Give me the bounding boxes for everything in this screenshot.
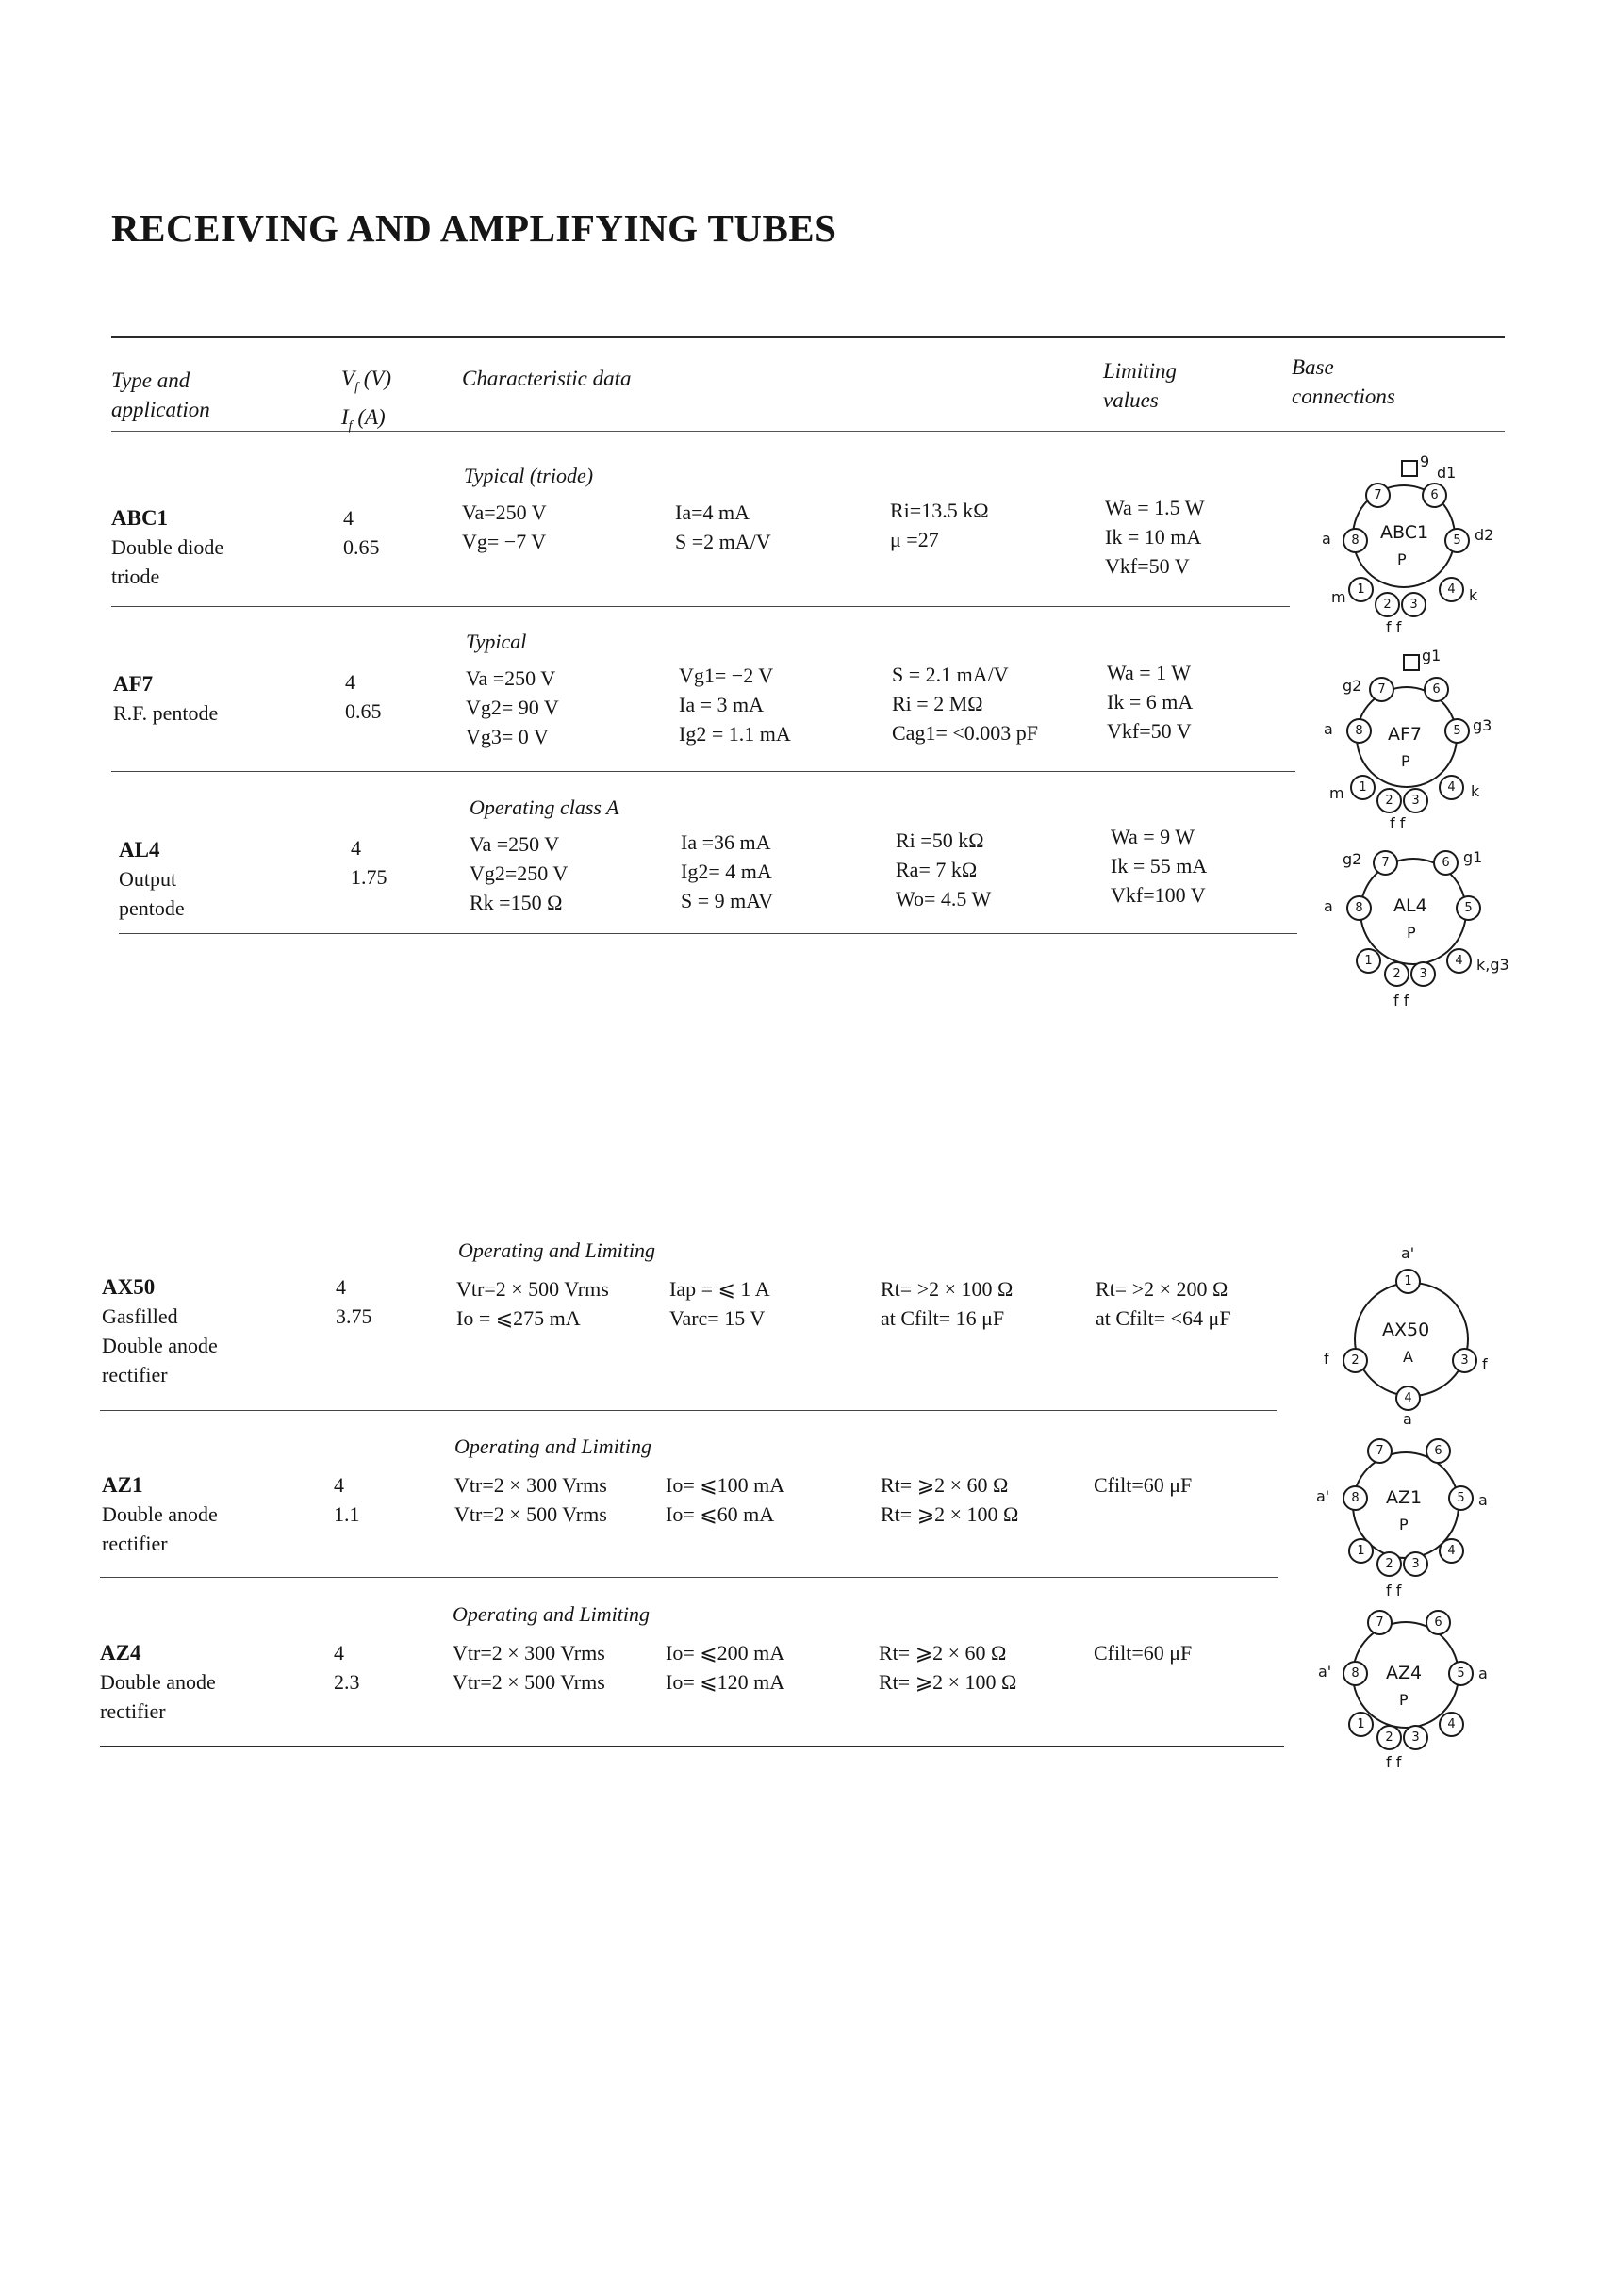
az1-col3: Rt= ⩾2 × 60 Ω Rt= ⩾2 × 100 Ω: [881, 1473, 1019, 1526]
header-base: Base connections: [1292, 355, 1395, 408]
az4-col2: Io= ⩽200 mA Io= ⩽120 mA: [666, 1641, 785, 1694]
al4-type: AL4 Output pentode: [119, 838, 185, 920]
abc1-type: ABC1 Double diode triode: [111, 506, 224, 588]
abc1-col1: Va=250 V Vg= −7 V: [462, 500, 547, 553]
az1-vf-if: 4 1.1: [334, 1473, 360, 1526]
af7-vf-if: 4 0.65: [345, 670, 382, 723]
ax50-col3: Rt= >2 × 100 Ω at Cfilt= 16 μF: [881, 1277, 1014, 1330]
az4-vf-if: 4 2.3: [334, 1641, 360, 1694]
ax50-type: AX50 Gasfilled Double anode rectifier: [102, 1275, 218, 1386]
az1-rule: [100, 1577, 1278, 1578]
abc1-col4: Wa = 1.5 W Ik = 10 mA Vkf=50 V: [1105, 496, 1205, 578]
header-type: Type and application: [111, 369, 210, 421]
ax50-rule: [100, 1410, 1277, 1411]
ax50-vf-if: 4 3.75: [336, 1275, 372, 1328]
az1-type: AZ1 Double anode rectifier: [102, 1473, 218, 1555]
az4-col1: Vtr=2 × 300 Vrms Vtr=2 × 500 Vrms: [453, 1641, 605, 1694]
az1-col1: Vtr=2 × 300 Vrms Vtr=2 × 500 Vrms: [454, 1473, 607, 1526]
header-characteristic: Characteristic data: [462, 367, 632, 390]
al4-rule: [119, 933, 1297, 934]
header-limiting: Limiting values: [1103, 359, 1177, 412]
abc1-vf-if: 4 0.65: [343, 506, 380, 559]
af7-rule: [111, 771, 1295, 772]
abc1-col3: Ri=13.5 kΩ μ =27: [890, 499, 989, 551]
ax50-mode: Operating and Limiting: [458, 1238, 656, 1262]
af7-mode: Typical: [466, 630, 527, 653]
az1-col2: Io= ⩽100 mA Io= ⩽60 mA: [666, 1473, 785, 1526]
af7-col1: Va =250 V Vg2= 90 V Vg3= 0 V: [466, 666, 559, 748]
az4-col4: Cfilt=60 μF: [1094, 1641, 1193, 1665]
header-vf-if: $V_f$ (V) $I_f$ (A): [341, 367, 392, 434]
abc1-rule: [111, 606, 1290, 607]
af7-col3: S = 2.1 mA/V Ri = 2 MΩ Cag1= <0.003 pF: [892, 663, 1038, 745]
al4-vf-if: 4 1.75: [351, 836, 387, 889]
al4-mode: Operating class A: [470, 795, 619, 819]
ax50-col1: Vtr=2 × 500 Vrms Io = ⩽275 mA: [456, 1277, 609, 1330]
ax50-col4: Rt= >2 × 200 Ω at Cfilt= <64 μF: [1096, 1277, 1231, 1330]
abc1-col2: Ia=4 mA S =2 mA/V: [675, 500, 771, 553]
af7-col4: Wa = 1 W Ik = 6 mA Vkf=50 V: [1107, 661, 1194, 743]
az1-col4: Cfilt=60 μF: [1094, 1473, 1193, 1497]
az1-mode: Operating and Limiting: [454, 1435, 652, 1458]
az4-col3: Rt= ⩾2 × 60 Ω Rt= ⩾2 × 100 Ω: [879, 1641, 1017, 1694]
header-rule: [111, 431, 1505, 432]
af7-col2: Vg1= −2 V Ia = 3 mA Ig2 = 1.1 mA: [679, 664, 791, 746]
abc1-mode: Typical (triode): [464, 464, 594, 487]
az4-mode: Operating and Limiting: [453, 1602, 651, 1626]
al4-col4: Wa = 9 W Ik = 55 mA Vkf=100 V: [1111, 825, 1208, 907]
al4-col1: Va =250 V Vg2=250 V Rk =150 Ω: [470, 832, 569, 914]
ax50-col2: Iap = ⩽ 1 A Varc= 15 V: [669, 1277, 770, 1330]
af7-type: AF7 R.F. pentode: [113, 672, 219, 725]
top-rule: [111, 336, 1505, 338]
az4-rule: [100, 1746, 1284, 1747]
az4-type: AZ4 Double anode rectifier: [100, 1641, 216, 1723]
al4-col3: Ri =50 kΩ Ra= 7 kΩ Wo= 4.5 W: [896, 828, 992, 910]
page-title: RECEIVING AND AMPLIFYING TUBES: [111, 206, 837, 250]
al4-col2: Ia =36 mA Ig2= 4 mA S = 9 mAV: [681, 830, 774, 912]
